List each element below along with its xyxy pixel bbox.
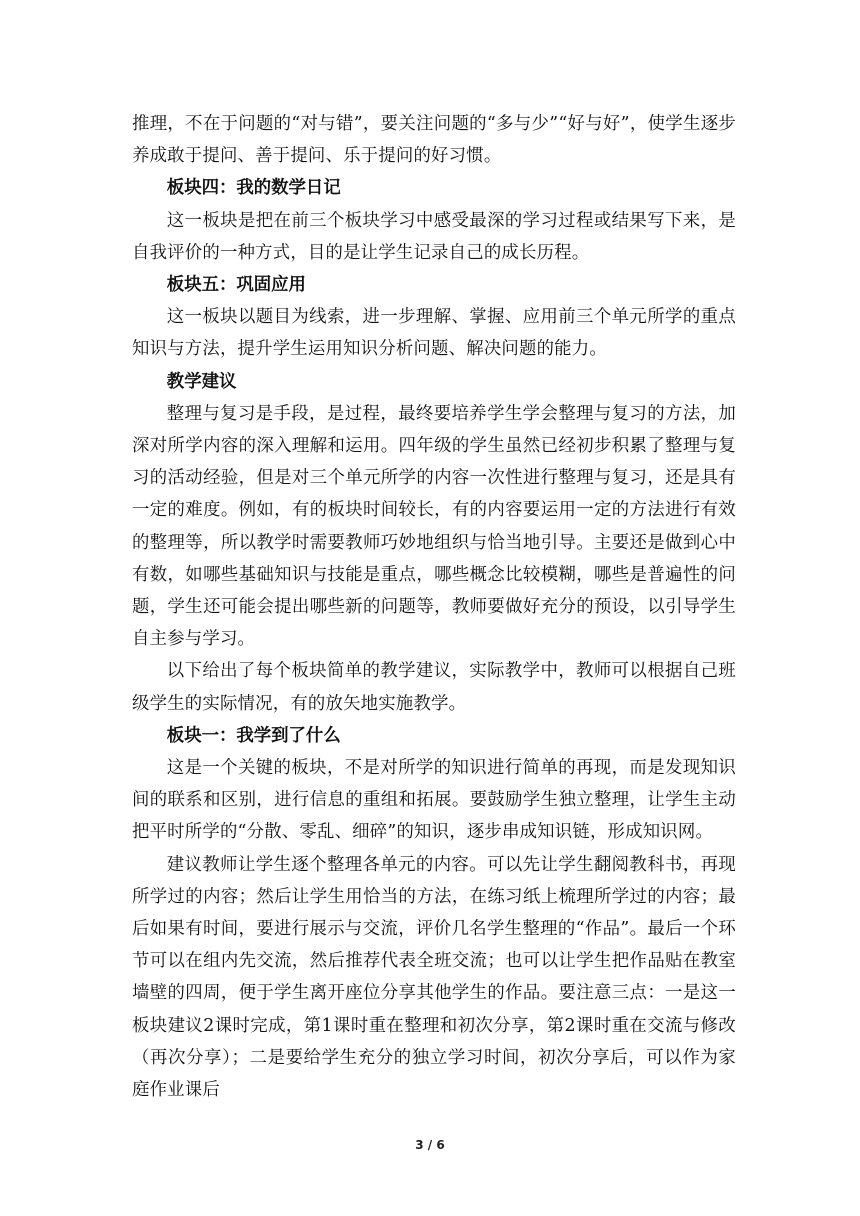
- document-body: [132, 108, 736, 1106]
- paragraph: 推理，不在于问题的“对与错”，要关注问题的“多与少”“好与好”，使学生逐步养成敢于提问、善于提问、乐于提问的好习惯。: [132, 114, 736, 167]
- paragraph: 这一板块是把在前三个板块学习中感受最深的学习过程或结果写下来，是自我评价的一种方式，目的是让学生记录自己的成长历程。: [132, 210, 736, 263]
- section-heading: 板块五：巩固应用: [166, 275, 306, 296]
- paragraph: 这一板块以题目为线索，进一步理解、掌握、应用前三个单元所学的重点知识与方法，提升学生运用知识分析问题、解决问题的能力。: [132, 307, 736, 360]
- page-number: 3 / 6: [415, 1138, 445, 1152]
- paragraph: 整理与复习是手段，是过程，最终要培养学生学会整理与复习的方法，加深对所学内容的深入理解和运用。四年级的学生虽然已经初步积累了整理与复习的活动经验，但是对三个单元所学的内容一次性进行整理与复习，还是具有一定的难度。例如，有的板块时间较长，有的内容要运用一定的方法进行有效的整理等，所以教学时需要教师巧妙地组织与恰当地引导。主要还是做到心中有数，如哪些基础知识与技能是重点，哪些概念比较模糊，哪些是普遍性的问题，学生还可能会提出哪些新的问题等，教师要做好充分的预设，以引导学生自主参与学习。: [132, 403, 736, 650]
- paragraph: 以下给出了每个板块简单的教学建议，实际教学中，教师可以根据自己班级学生的实际情况，有的放矢地实施教学。: [132, 661, 736, 714]
- section-heading: 教学建议: [166, 371, 237, 392]
- section-heading: 板块一：我学到了什么: [166, 725, 341, 746]
- section-heading: 板块四：我的数学日记: [166, 178, 341, 199]
- paragraph: 建议教师让学生逐个整理各单元的内容。可以先让学生翻阅教科书，再现所学过的内容；然后让学生用恰当的方法，在练习纸上梳理所学过的内容；最后如果有时间，要进行展示与交流，评价几名学生整理的“作品”。最后一个环节可以在组内先交流，然后推荐代表全班交流；也可以让学生把作品贴在教室墙壁的四周，便于学生离开座位分享其他学生的作品。要注意三点：一是这一板块建议2课时完成，第1课时重在整理和初次分享，第2课时重在交流与修改（再次分享）；二是要给学生充分的独立学习时间，初次分享后，可以作为家庭作业课后: [132, 854, 736, 1101]
- paragraph: 这是一个关键的板块，不是对所学的知识进行简单的再现，而是发现知识间的联系和区别，进行信息的重组和拓展。要鼓励学生独立整理，让学生主动把平时所学的“分散、零乱、细碎”的知识，逐步串成知识链，形成知识网。: [132, 758, 736, 843]
